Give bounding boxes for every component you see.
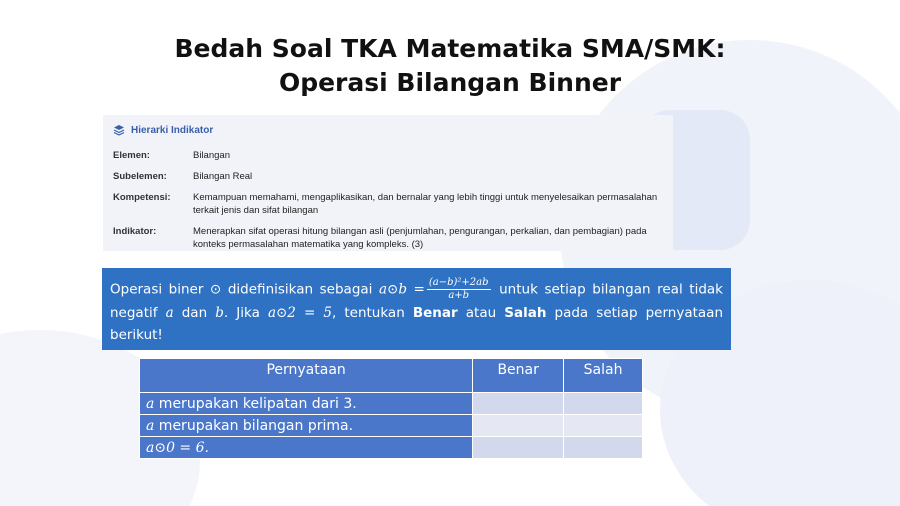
problem-text: pada setiap pernyataan berikut! bbox=[110, 305, 724, 343]
statement-text: merupakan kelipatan dari 3. bbox=[154, 395, 357, 412]
statement-cell bbox=[140, 415, 473, 437]
page-title bbox=[0, 32, 900, 100]
table-row bbox=[140, 437, 643, 459]
table-row bbox=[140, 415, 643, 437]
indicator-row-subelemen bbox=[113, 170, 663, 183]
benar-answer-cell[interactable] bbox=[473, 437, 564, 459]
layers-icon bbox=[113, 124, 125, 136]
problem-text: , tentukan bbox=[331, 305, 413, 321]
fraction-denominator: a+b bbox=[448, 290, 470, 301]
statement-cell bbox=[140, 437, 473, 459]
problem-statement bbox=[102, 268, 731, 350]
indicator-value: Bilangan bbox=[193, 150, 230, 161]
variable-b: b bbox=[215, 305, 224, 321]
fraction-numerator: (a−b)²+2ab bbox=[428, 277, 489, 288]
indicator-row-indikator bbox=[113, 225, 663, 251]
problem-text: . Jika bbox=[223, 305, 268, 321]
indicator-row-elemen bbox=[113, 149, 663, 162]
header-benar: Benar bbox=[473, 359, 564, 393]
benar-keyword: Benar bbox=[412, 305, 458, 321]
header-pernyataan: Pernyataan bbox=[140, 359, 473, 393]
benar-answer-cell[interactable] bbox=[473, 415, 564, 437]
statement-text: merupakan bilangan prima. bbox=[154, 417, 354, 434]
title-line-2: Operasi Bilangan Binner bbox=[278, 68, 622, 97]
table-row bbox=[140, 393, 643, 415]
indicator-row-kompetensi bbox=[113, 191, 663, 217]
variable-a: a bbox=[165, 305, 174, 321]
table-header-row bbox=[140, 359, 643, 393]
indicator-value: Bilangan Real bbox=[193, 171, 253, 182]
statement-variable: a⊙0 = 6. bbox=[146, 439, 209, 456]
salah-answer-cell[interactable] bbox=[564, 437, 643, 459]
salah-keyword: Salah bbox=[504, 305, 547, 321]
salah-answer-cell[interactable] bbox=[564, 415, 643, 437]
operator-symbol: ⊙ bbox=[209, 281, 222, 298]
problem-text: didefinisikan sebagai bbox=[221, 281, 379, 298]
indicator-label: Kompetensi: bbox=[113, 192, 171, 203]
formula-fraction bbox=[427, 277, 491, 302]
indicator-label: Indikator: bbox=[113, 226, 157, 237]
indicator-heading bbox=[113, 121, 663, 139]
indicator-value: Menerapkan sifat operasi hitung bilangan asli (penjumlahan, pengurangan, perkalian, dan pembagian) pada konteks permasalahan matematika yang kompleks. (3) bbox=[193, 226, 647, 250]
indicator-value: Kemampuan memahami, mengaplikasikan, dan bernalar yang lebih tinggi untuk menyelesaikan permasalahan terkait jenis dan sifat bilangan bbox=[193, 192, 658, 216]
title-line-1: Bedah Soal TKA Matematika SMA/SMK: bbox=[174, 34, 726, 63]
benar-answer-cell[interactable] bbox=[473, 393, 564, 415]
header-salah: Salah bbox=[564, 359, 643, 393]
indicator-label: Subelemen: bbox=[113, 171, 167, 182]
indicator-heading-text: Hierarki Indikator bbox=[131, 124, 214, 136]
condition-formula: a⊙2 = 5 bbox=[267, 305, 332, 321]
statements-table bbox=[139, 358, 643, 459]
indicator-panel bbox=[103, 115, 673, 251]
statement-cell bbox=[140, 393, 473, 415]
problem-text: atau bbox=[457, 305, 505, 321]
statement-variable: a bbox=[146, 395, 155, 412]
problem-text: Operasi biner bbox=[110, 281, 210, 298]
salah-answer-cell[interactable] bbox=[564, 393, 643, 415]
indicator-label: Elemen: bbox=[113, 150, 150, 161]
problem-text: dan bbox=[173, 305, 216, 321]
formula-lhs: a⊙b = bbox=[378, 281, 425, 298]
statement-variable: a bbox=[146, 417, 155, 434]
problem-text: untuk setiap bilangan real tidak negatif bbox=[110, 281, 723, 321]
